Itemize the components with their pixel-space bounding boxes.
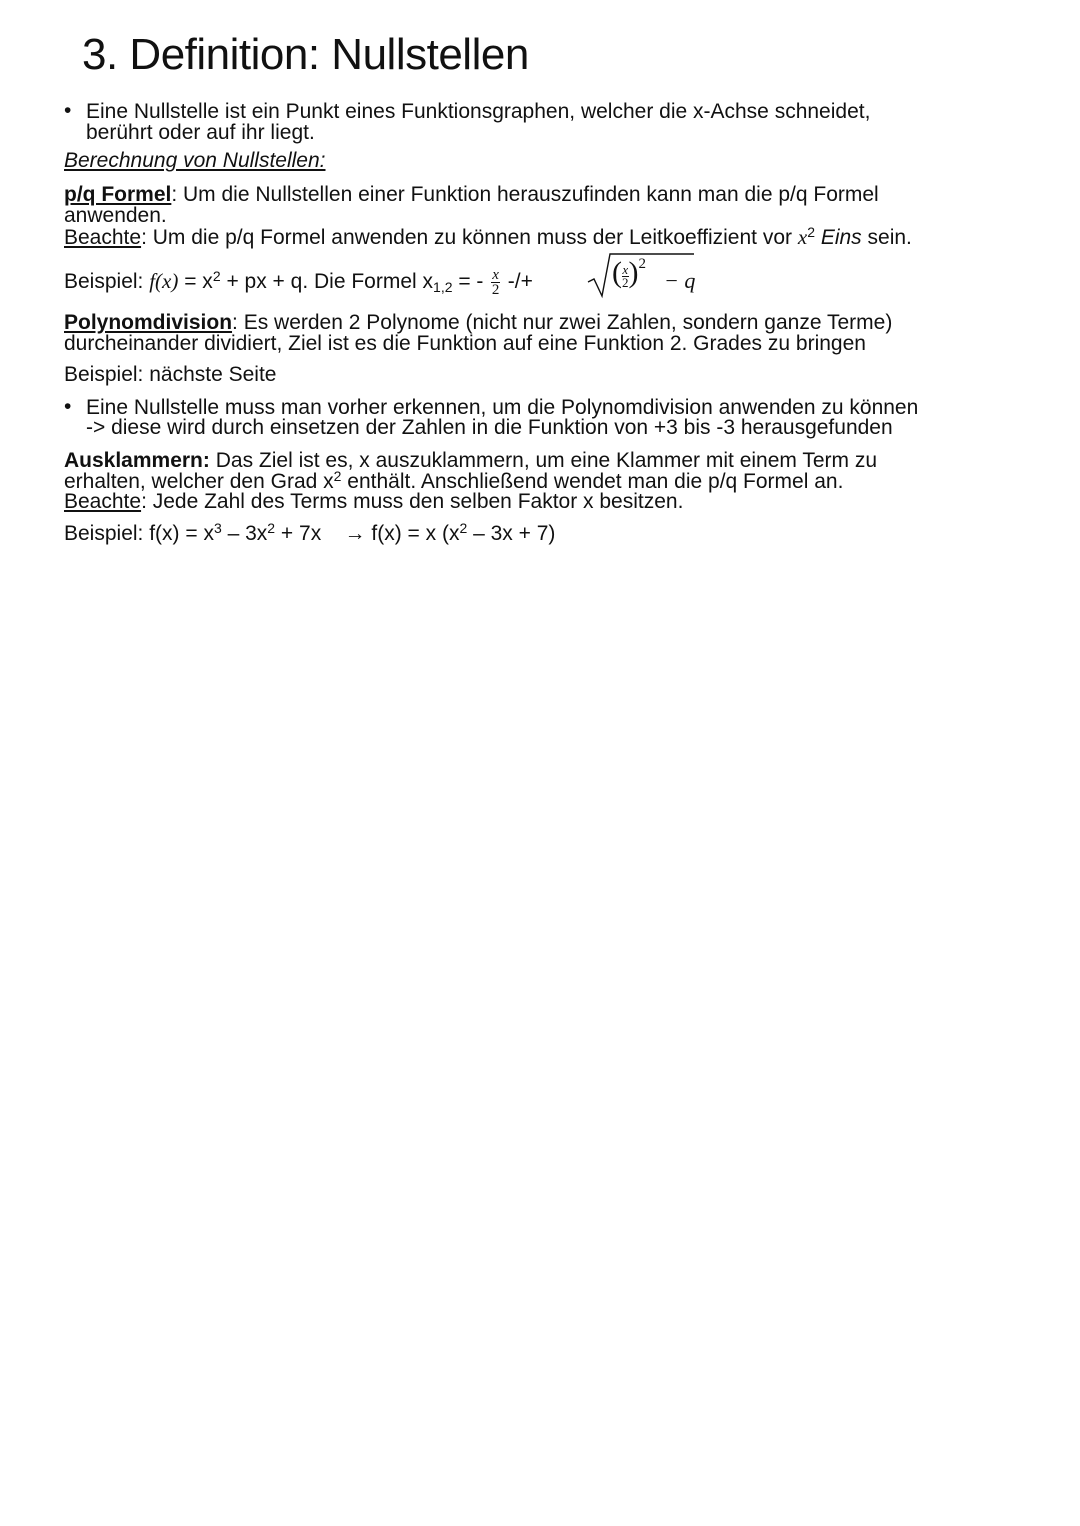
- aus-example-e: – 3x + 7): [467, 522, 556, 545]
- page-title: 3. Definition: Nullstellen: [82, 30, 529, 79]
- pq-paragraph-line-1: [64, 184, 879, 205]
- aus-note: [64, 491, 683, 512]
- aus-example-c: + 7x: [275, 522, 345, 545]
- sqrt-tail: [664, 270, 695, 291]
- aus-example: [64, 520, 556, 545]
- aus-example-b-exp: 2: [267, 520, 276, 536]
- pq-note-var: x: [797, 225, 808, 249]
- poly-example: Beispiel: nächste Seite: [64, 363, 277, 386]
- bullet-dot: •: [64, 99, 72, 122]
- pq-text-1: : Um die Nullstellen einer Funktion herauszufinden kann man die p/q Formel: [171, 183, 879, 206]
- sqrt-fraction-num: x: [622, 261, 629, 277]
- section-heading: Berechnung von Nullstellen:: [64, 149, 326, 172]
- pq-example-eq: = x: [178, 270, 213, 294]
- poly-bullet-line-1: Eine Nullstelle muss man vorher erkennen, um die Polynomdivision anwenden zu können: [86, 396, 919, 419]
- pq-note-end: Eins: [820, 226, 862, 249]
- pq-note: [64, 224, 912, 249]
- pq-example-prefix: Beispiel:: [64, 270, 150, 294]
- poly-bullet-line-2: -> diese wird durch einsetzen der Zahlen in die Funktion von +3 bis -3 herausgefunden: [86, 416, 893, 439]
- poly-label: Polynomdivision: [64, 311, 233, 334]
- intro-line-2: berührt oder auf ihr liegt.: [86, 121, 315, 144]
- aus-text-2b: enthält. Anschließend wendet man die p/q Formel an.: [341, 470, 844, 493]
- pq-example-rest: + px + q. Die Formel x: [220, 270, 434, 294]
- sqrt-fraction-den: 2: [622, 274, 629, 290]
- pq-example-fx: f(x): [149, 269, 179, 294]
- aus-note-text: : Jede Zahl des Terms muss den selben Faktor x besitzen.: [141, 490, 684, 513]
- aus-example-d: f(x) = x (x: [365, 522, 460, 545]
- sqrt-minus-q: − q: [664, 268, 696, 293]
- pq-note-text: : Um die p/q Formel anwenden zu können muss der Leitkoeffizient vor: [141, 226, 798, 249]
- pq-example-exp: 2: [212, 268, 221, 285]
- pq-example-eq2: = -: [452, 270, 490, 294]
- aus-text-1: Das Ziel ist es, x auszuklammern, um eine Klammer mit einem Term zu: [209, 449, 878, 472]
- aus-example-d-exp: 2: [459, 520, 468, 536]
- aus-text-2-exp: 2: [333, 468, 342, 484]
- aus-line-2: [64, 468, 844, 493]
- aus-example-b: – 3x: [221, 522, 268, 545]
- aus-example-a: Beispiel: f(x) = x: [64, 522, 214, 545]
- aus-note-label: Beachte: [64, 490, 142, 513]
- pq-note-label: Beachte: [64, 226, 142, 249]
- pq-paragraph-line-2: anwenden.: [64, 204, 167, 227]
- pq-note-tail: sein.: [861, 226, 912, 249]
- arrow-right-icon: →: [344, 522, 366, 545]
- pq-label: p/q Formel: [64, 183, 172, 206]
- poly-text-1: : Es werden 2 Polynome (nicht nur zwei Zahlen, sondern ganze Terme): [232, 311, 893, 334]
- pq-note-exp: 2: [807, 224, 815, 240]
- aus-example-a-exp: 3: [213, 520, 222, 536]
- aus-label: Ausklammern:: [64, 449, 210, 472]
- pq-fraction: [491, 268, 500, 297]
- pq-fraction-num: x: [492, 267, 499, 283]
- pq-example-sub: 1,2: [433, 279, 453, 296]
- poly-line-1: [64, 312, 892, 333]
- bullet-dot: •: [64, 395, 72, 418]
- pq-fraction-den: 2: [491, 282, 500, 298]
- sqrt-exp: 2: [638, 256, 646, 272]
- poly-line-2: durcheinander dividiert, Ziel ist es die Funktion auf eine Funktion 2. Grades zu bringen: [64, 332, 866, 355]
- aus-text-2a: erhalten, welcher den Grad x: [64, 470, 334, 493]
- pq-example-pm: -/+: [501, 270, 533, 294]
- pq-example: [64, 268, 533, 297]
- sqrt-inner: ( $\frac{x}{2}$ )$^2$: [612, 256, 646, 290]
- intro-line-1: Eine Nullstelle ist ein Punkt eines Funktionsgraphen, welcher die x-Achse schneidet,: [86, 100, 871, 123]
- aus-line-1: [64, 450, 877, 471]
